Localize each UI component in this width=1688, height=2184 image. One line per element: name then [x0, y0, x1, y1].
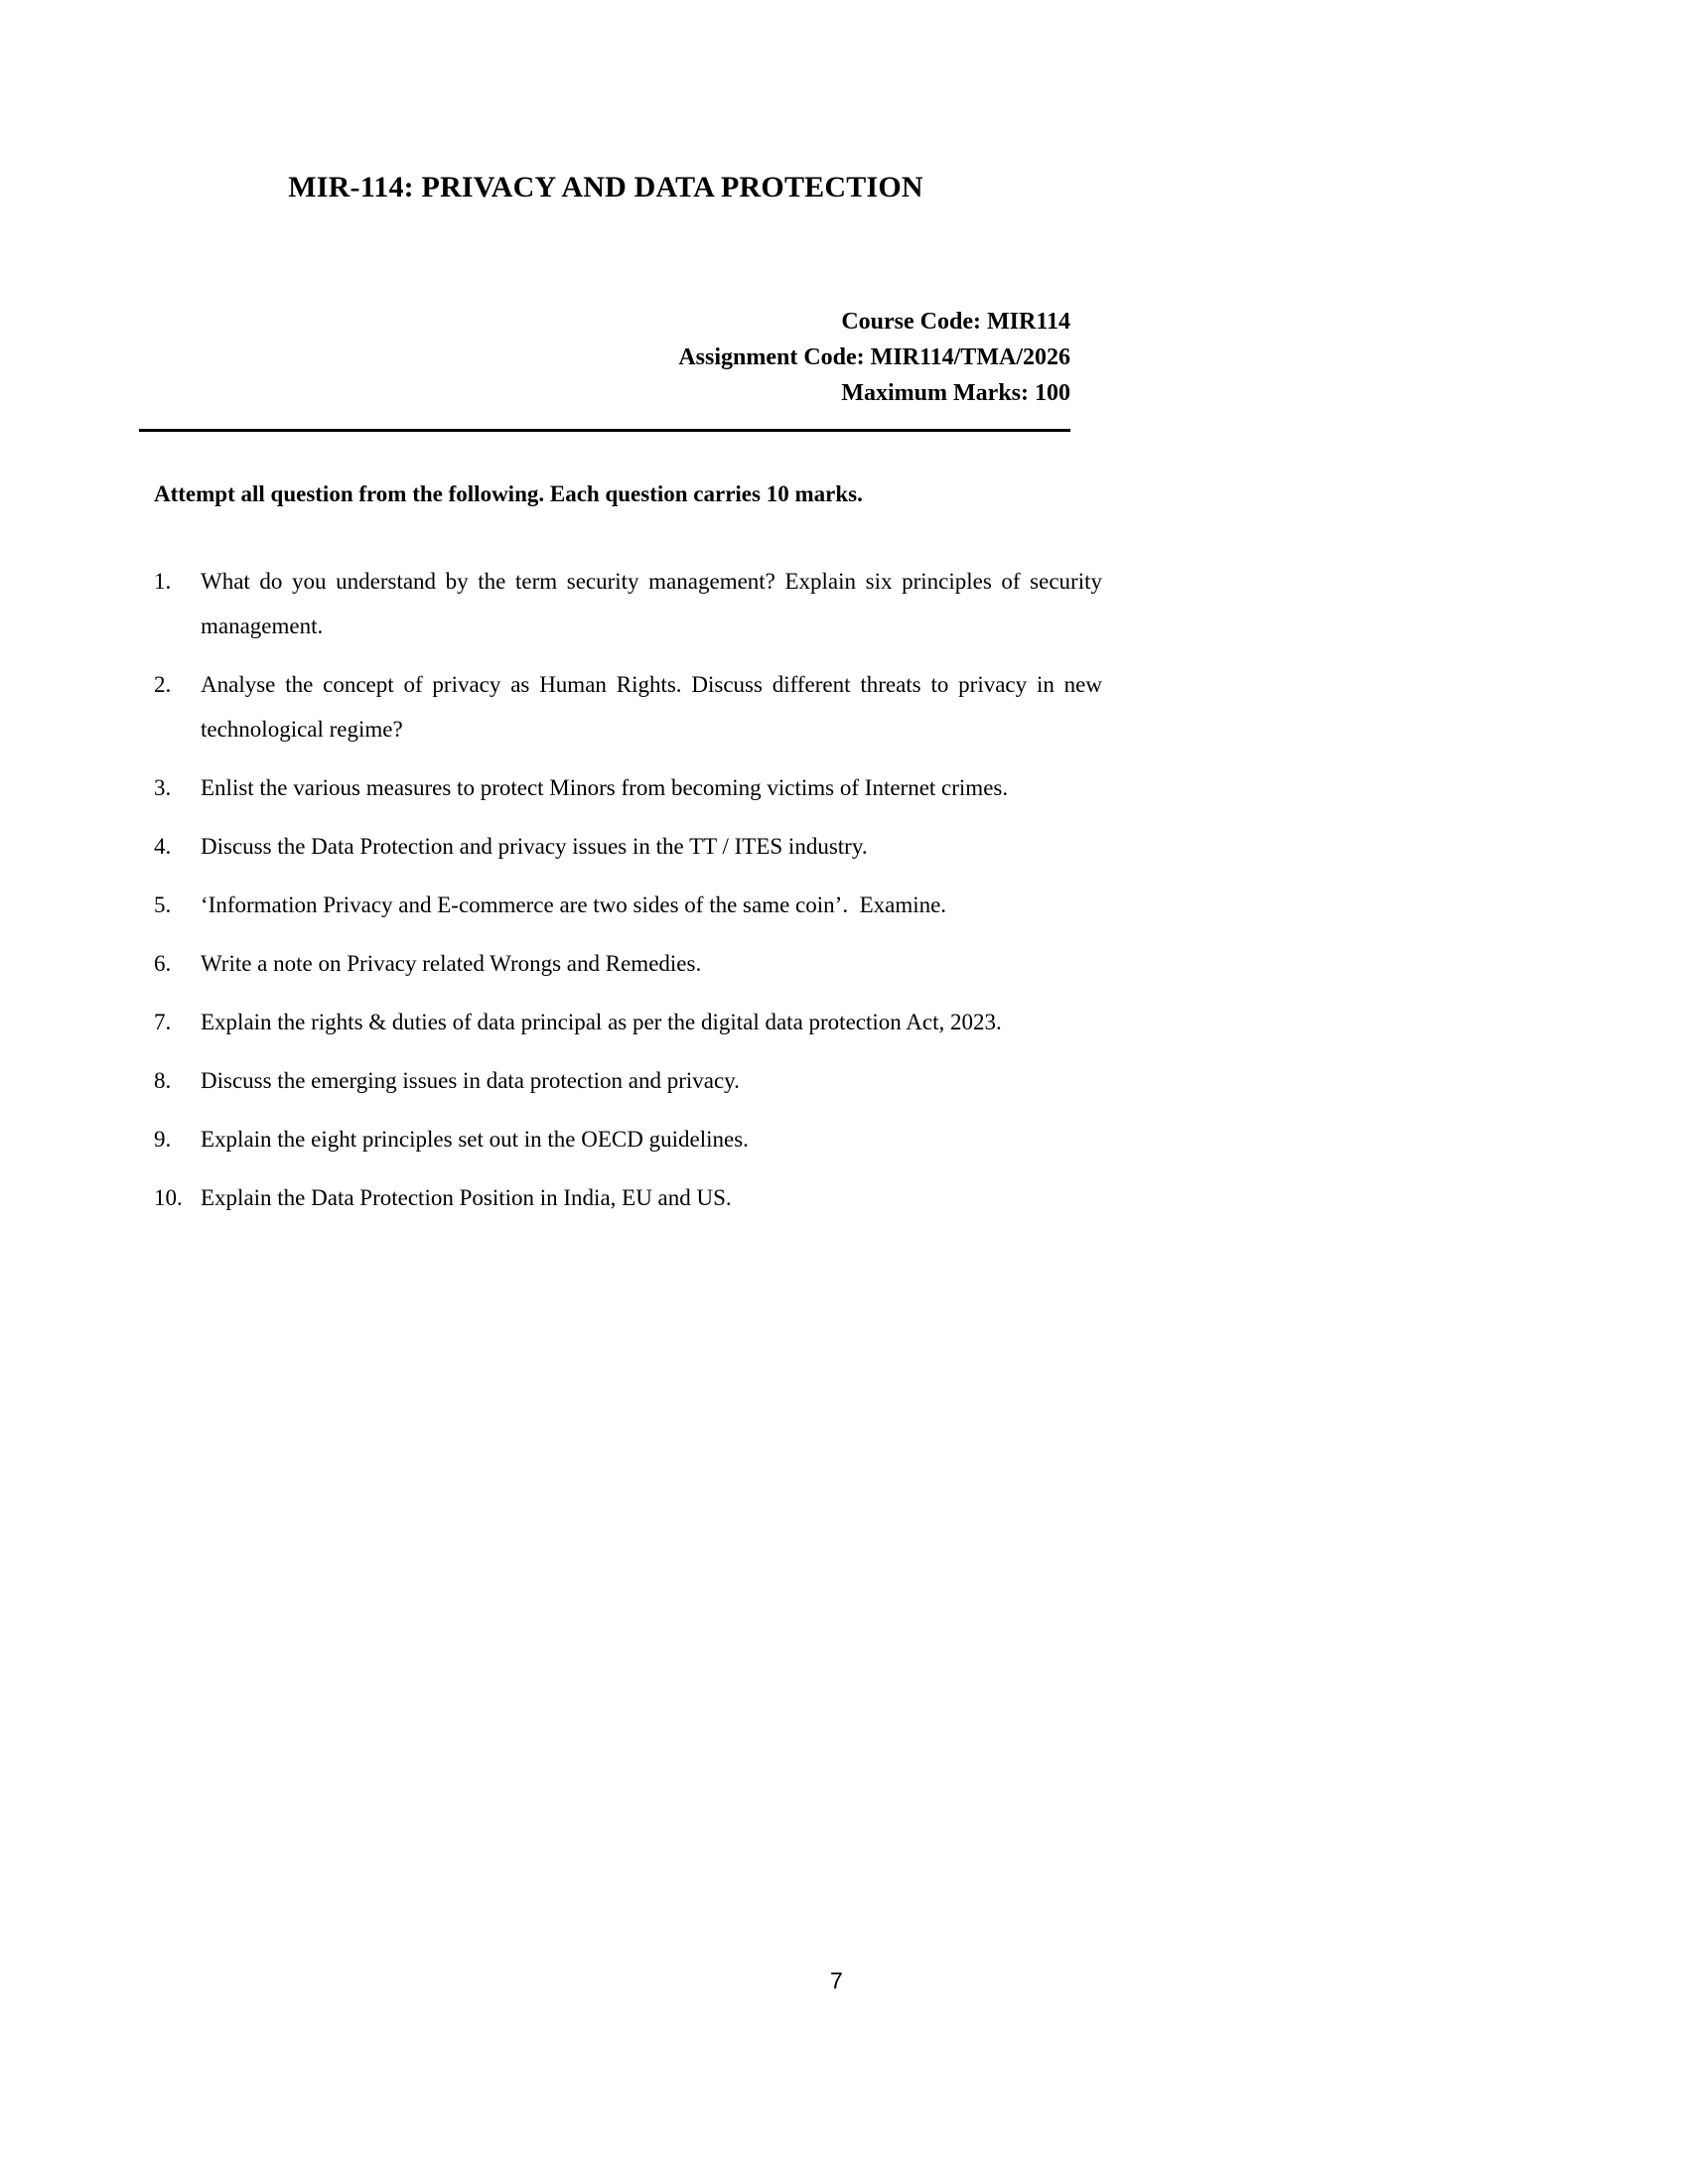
question-number: 7.: [154, 1010, 172, 1034]
question-list: [139, 559, 1102, 1220]
question-text: ‘Information Privacy and E-commerce are two sides of the same coin’. Examine.: [201, 892, 947, 917]
question-row: [139, 1117, 1102, 1161]
maximum-marks: Maximum Marks: 100: [841, 380, 1070, 406]
page-content: [139, 0, 1102, 1234]
question-number: 6.: [154, 951, 172, 976]
page-number: 7: [830, 1968, 843, 1993]
page-title: MIR-114: PRIVACY AND DATA PROTECTION: [288, 171, 923, 204]
question-text: Explain the eight principles set out in the OECD guidelines.: [201, 1127, 749, 1152]
question-number: 5.: [154, 892, 172, 917]
question-number: 10.: [154, 1185, 183, 1210]
question-row: [139, 662, 1102, 751]
course-info-block: [139, 304, 1070, 411]
question-number: 1.: [154, 569, 172, 594]
question-number: 8.: [154, 1068, 172, 1093]
course-code: Course Code: MIR114: [841, 309, 1070, 335]
question-text: Discuss the Data Protection and privacy issues in the TT / ITES industry.: [201, 834, 868, 859]
question-row: [139, 765, 1102, 810]
assignment-code: Assignment Code: MIR114/TMA/2026: [678, 344, 1070, 370]
question-text: Analyse the concept of privacy as Human Rights. Discuss different threats to privacy in new technological regime?: [201, 672, 1102, 742]
question-row: [139, 941, 1102, 986]
question-text: Explain the rights & duties of data principal as per the digital data protection Act, 2023.: [201, 1010, 1002, 1034]
question-row: [139, 1175, 1102, 1220]
horizontal-divider: [139, 429, 1070, 432]
question-row: [139, 559, 1102, 648]
question-text: Explain the Data Protection Position in India, EU and US.: [201, 1185, 732, 1210]
question-row: [139, 1000, 1102, 1044]
question-text: Write a note on Privacy related Wrongs and Remedies.: [201, 951, 702, 976]
question-number: 3.: [154, 775, 172, 800]
instruction-text: Attempt all question from the following. Each question carries 10 marks.: [154, 481, 863, 506]
question-row: [139, 883, 1102, 927]
question-number: 4.: [154, 834, 172, 859]
question-number: 2.: [154, 672, 172, 697]
question-text: Enlist the various measures to protect Minors from becoming victims of Internet crimes.: [201, 775, 1009, 800]
question-row: [139, 824, 1102, 869]
question-text: Discuss the emerging issues in data protection and privacy.: [201, 1068, 740, 1093]
question-row: [139, 1058, 1102, 1103]
question-text: What do you understand by the term security management? Explain six principles of security management.: [201, 569, 1102, 638]
question-number: 9.: [154, 1127, 172, 1152]
